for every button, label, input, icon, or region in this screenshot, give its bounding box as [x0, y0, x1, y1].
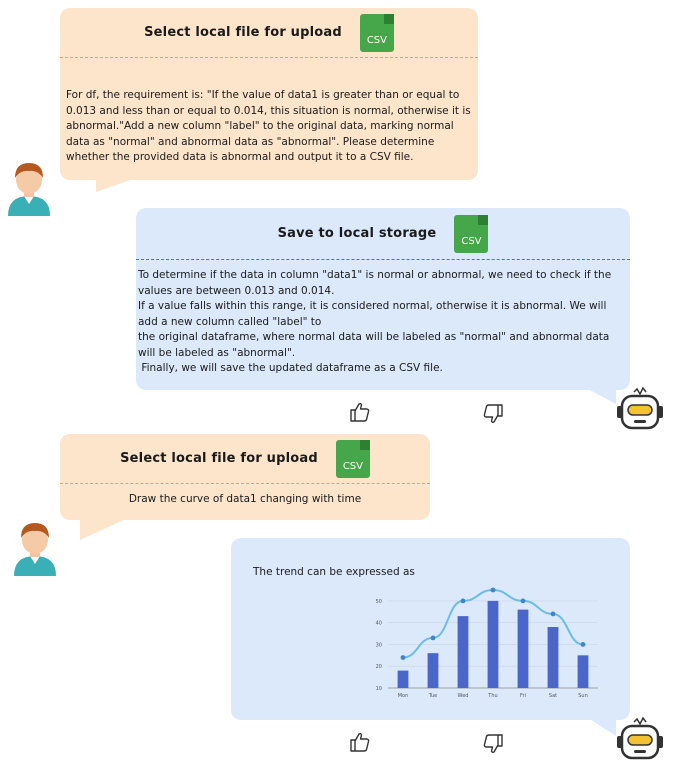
upload-header-title: Select local file for upload	[120, 451, 318, 466]
bar	[398, 671, 409, 688]
x-tick-label: Mon	[397, 693, 409, 699]
assistant-line: Finally, we will save the updated dataframe as a CSV file.	[138, 362, 443, 374]
assistant-line: To determine if the data in column "data1" is normal or abnormal, we need to check if the values are between 0.013 and 0.014.	[138, 269, 612, 297]
upload-header	[60, 434, 430, 484]
user-avatar-icon	[10, 518, 60, 576]
assistant-message-1	[136, 208, 630, 390]
x-tick-label: Wed	[457, 693, 469, 699]
bar	[518, 610, 529, 688]
csv-label: CSV	[342, 460, 363, 472]
assistant-line: If a value falls within this range, it is considered normal, otherwise it is abnormal. We will add a new column called "label" to	[138, 300, 607, 328]
x-tick-label: Thu	[488, 693, 498, 699]
thumbs-down-icon[interactable]	[481, 402, 505, 426]
csv-file-icon[interactable]	[336, 440, 370, 478]
upload-header	[60, 8, 478, 58]
line-point	[521, 598, 526, 603]
thumbs-up-icon[interactable]	[348, 730, 372, 754]
line-point	[551, 612, 556, 617]
line-point	[401, 655, 406, 660]
line-point	[431, 636, 436, 641]
x-tick-label: Tue	[428, 693, 438, 699]
assistant-message-text	[136, 260, 630, 377]
bar	[488, 601, 499, 688]
line-point	[491, 588, 496, 593]
csv-file-icon[interactable]	[454, 215, 488, 253]
line-point	[581, 642, 586, 647]
user-avatar-icon	[4, 158, 54, 216]
x-tick-label: Sat	[548, 693, 558, 699]
line-point	[461, 598, 466, 603]
user-message-1	[60, 8, 478, 180]
y-tick-label: 50	[375, 598, 382, 605]
csv-label: CSV	[461, 235, 482, 247]
save-header-title: Save to local storage	[277, 226, 437, 241]
bar	[548, 627, 559, 688]
y-tick-label: 30	[375, 642, 382, 649]
assistant-message-text: The trend can be expressed as	[253, 566, 415, 578]
thumbs-down-icon[interactable]	[481, 732, 505, 756]
bubble-tail	[96, 178, 136, 192]
trend-chart	[366, 578, 606, 708]
bar	[458, 616, 469, 688]
x-tick-label: Fri	[520, 693, 526, 699]
user-message-text: Draw the curve of data1 changing with time	[128, 493, 362, 505]
bar	[578, 655, 589, 688]
bubble-tail	[588, 718, 616, 736]
robot-avatar-icon	[614, 716, 666, 762]
robot-avatar-icon	[614, 386, 666, 432]
csv-label: CSV	[366, 34, 387, 46]
y-tick-label: 10	[375, 686, 382, 692]
bar	[428, 653, 439, 688]
x-tick-label: Sun	[578, 693, 588, 699]
user-message-2	[60, 434, 430, 520]
bubble-tail	[80, 518, 128, 540]
y-tick-label: 20	[375, 664, 382, 671]
assistant-message-2	[231, 538, 630, 720]
csv-file-icon[interactable]	[360, 14, 394, 52]
bubble-tail	[586, 388, 616, 404]
save-header	[136, 208, 630, 260]
y-tick-label: 40	[375, 620, 382, 627]
thumbs-up-icon[interactable]	[348, 400, 372, 424]
user-message-text: For df, the requirement is: "If the value of data1 is greater than or equal to 0.013 and less than or equal to 0.014, this situation is normal, otherwise it is abnormal."Add a new column "label" to the original data, marking normal data as "normal" and abnormal data as "abnormal". Please determine whether the provided data is abnormal and output it to a CSV file.	[66, 89, 471, 163]
assistant-line: the original dataframe, where normal data will be labeled as "normal" and abnormal data will be labeled as "abnormal".	[138, 331, 610, 359]
upload-header-title: Select local file for upload	[144, 25, 342, 40]
